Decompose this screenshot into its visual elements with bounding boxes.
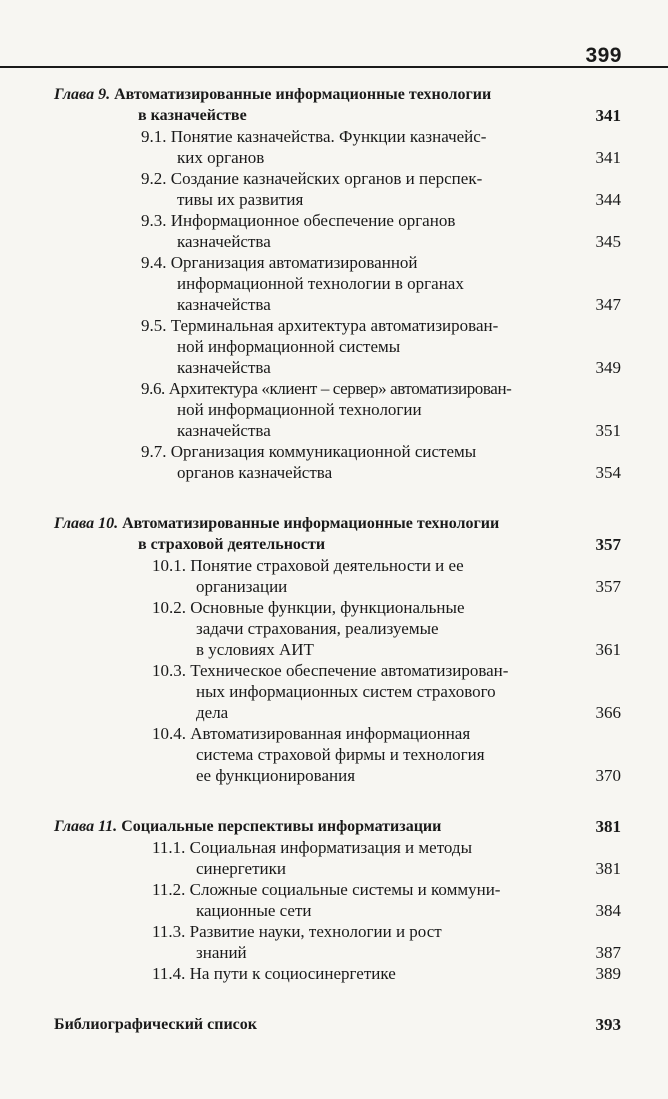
chapter-9 xyxy=(0,84,668,483)
section-title: казначейства xyxy=(177,295,271,314)
section-number: 9.2. xyxy=(141,169,167,188)
toc-entry xyxy=(0,723,668,786)
section-title: информационной технологии в органах xyxy=(177,274,464,293)
chapter-title-line2: в страховой деятельности xyxy=(138,536,326,553)
chapter-title-line2: в казначействе xyxy=(138,107,247,124)
section-title: тивы их развития xyxy=(177,190,304,209)
section-title: Организация автоматизированной xyxy=(170,253,418,272)
section-title: Социальная информатизация и методы xyxy=(189,838,472,857)
section-number: 10.2. xyxy=(152,598,186,617)
section-title: Понятие страховой деятельности и ее xyxy=(190,556,464,575)
section-number: 9.7. xyxy=(141,442,167,461)
section-number: 9.3. xyxy=(141,211,167,230)
section-title: Понятие казначейства. Функции казначейс- xyxy=(170,127,487,146)
section-title: ких органов xyxy=(177,148,265,167)
section-title: казначейства xyxy=(177,421,271,440)
section-page: 351 xyxy=(595,421,621,440)
section-number: 9.6. xyxy=(141,379,165,398)
header-rule xyxy=(0,66,668,68)
section-page: 344 xyxy=(595,190,621,209)
chapter-page: 381 xyxy=(595,817,621,836)
toc-entry xyxy=(0,555,668,597)
section-title: Автоматизированная информационная xyxy=(190,724,471,743)
toc-entry xyxy=(0,378,668,441)
section-page: 387 xyxy=(595,943,621,962)
section-title: Организация коммуникационной системы xyxy=(170,442,477,461)
section-page: 370 xyxy=(595,766,621,785)
section-page: 357 xyxy=(595,577,621,596)
bibliography-title: Библиографический список xyxy=(54,1016,257,1033)
chapter-page: 357 xyxy=(595,535,621,554)
section-title: ной информационной системы xyxy=(177,337,401,356)
section-page: 347 xyxy=(595,295,621,314)
section-title: Техническое обеспечение автоматизирован- xyxy=(190,661,509,680)
bibliography-entry xyxy=(0,1014,668,1035)
chapter-heading xyxy=(0,84,668,126)
section-title: дела xyxy=(196,703,229,722)
section-title: Создание казначейских органов и перспек- xyxy=(170,169,483,188)
section-title: Развитие науки, технологии и рост xyxy=(189,922,442,941)
toc-entry xyxy=(0,252,668,315)
section-page: 381 xyxy=(595,859,621,878)
section-number: 10.4. xyxy=(152,724,186,743)
toc-entry xyxy=(0,126,668,168)
section-number: 11.1. xyxy=(152,838,186,857)
toc-entry xyxy=(0,168,668,210)
section-title: синергетики xyxy=(196,859,286,878)
section-title: Сложные социальные системы и коммуни- xyxy=(189,880,501,899)
section-title: органов казначейства xyxy=(177,463,333,482)
chapter-title-line1: Социальные перспективы информатизации xyxy=(121,818,442,835)
toc-entry xyxy=(0,315,668,378)
toc-entry xyxy=(0,879,668,921)
section-number: 11.4. xyxy=(152,964,186,983)
chapter-heading xyxy=(0,513,668,555)
page-number: 399 xyxy=(585,44,622,67)
section-title: ной информационной технологии xyxy=(177,400,422,419)
chapter-title-line1: Автоматизированные информационные технологии xyxy=(122,515,500,532)
section-title: организации xyxy=(196,577,288,596)
bibliography-page: 393 xyxy=(595,1015,621,1034)
toc-entry xyxy=(0,837,668,879)
section-title: На пути к социосинергетике xyxy=(189,964,396,983)
chapter-label: Глава 9. xyxy=(54,86,111,103)
section-number: 10.1. xyxy=(152,556,186,575)
section-title: кационные сети xyxy=(196,901,312,920)
toc-entry xyxy=(0,597,668,660)
section-title: Архитектура «клиент – сервер» автоматизирован- xyxy=(168,379,512,398)
toc-entry xyxy=(0,210,668,252)
section-title: казначейства xyxy=(177,358,271,377)
chapter-label: Глава 10. xyxy=(54,515,119,532)
section-title: Информационное обеспечение органов xyxy=(170,211,456,230)
table-of-contents xyxy=(0,84,668,1035)
section-title: Терминальная архитектура автоматизирован- xyxy=(170,316,499,335)
toc-entry xyxy=(0,921,668,963)
chapter-10 xyxy=(0,513,668,786)
section-page: 354 xyxy=(595,463,621,482)
section-number: 9.4. xyxy=(141,253,167,272)
section-page: 361 xyxy=(595,640,621,659)
section-number: 11.3. xyxy=(152,922,186,941)
toc-entry xyxy=(0,441,668,483)
section-number: 10.3. xyxy=(152,661,186,680)
section-number: 11.2. xyxy=(152,880,186,899)
chapter-11 xyxy=(0,816,668,984)
chapter-page: 341 xyxy=(595,106,621,125)
section-title: в условиях АИТ xyxy=(196,640,314,659)
section-page: 345 xyxy=(595,232,621,251)
section-page: 341 xyxy=(595,148,621,167)
section-title: задачи страхования, реализуемые xyxy=(196,619,439,638)
chapter-title-line1: Автоматизированные информационные технологии xyxy=(114,86,492,103)
section-title: ных информационных систем страхового xyxy=(196,682,496,701)
section-title: казначейства xyxy=(177,232,271,251)
section-title: Основные функции, функциональные xyxy=(190,598,465,617)
chapter-label: Глава 11. xyxy=(54,818,118,835)
section-page: 384 xyxy=(595,901,621,920)
toc-entry xyxy=(0,660,668,723)
section-page: 389 xyxy=(595,964,621,983)
chapter-heading xyxy=(0,816,668,837)
section-title: знаний xyxy=(196,943,247,962)
section-number: 9.1. xyxy=(141,127,167,146)
section-title: ее функционирования xyxy=(196,766,356,785)
section-page: 366 xyxy=(595,703,621,722)
section-page: 349 xyxy=(595,358,621,377)
section-number: 9.5. xyxy=(141,316,167,335)
toc-entry xyxy=(0,963,668,984)
section-title: система страховой фирмы и технология xyxy=(196,745,485,764)
